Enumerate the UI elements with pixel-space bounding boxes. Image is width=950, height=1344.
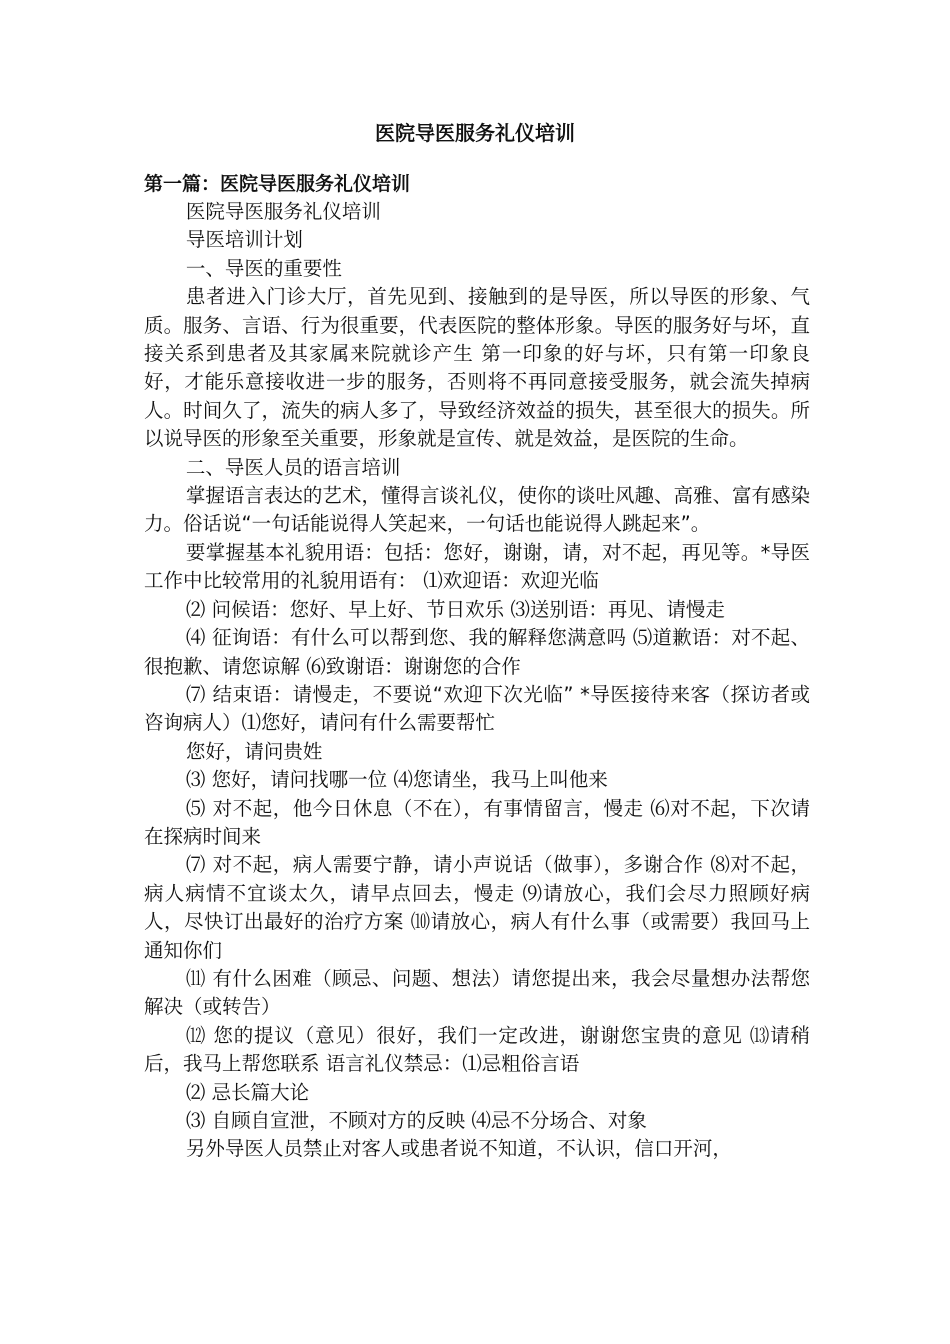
paragraph: 二、导医人员的语言培训 xyxy=(185,455,401,479)
paragraph: 医院导医服务礼仪培训 xyxy=(185,200,381,223)
document-title: 医院导医服务礼仪培训 xyxy=(375,121,575,145)
paragraph: 另外导医人员禁止对客人或患者说不知道，不认识，信口开河， xyxy=(185,1137,732,1161)
paragraph: 患者进入门诊大厅，首先见到、接触到的是导医，所以导医的形象、气质。服务、言语、行为很重要，代表医院的整体形象。导医的服务好与坏，直接关系到患者及其家属来院就诊产生 第一印象的好与坏，只有第一印象良好，才能乐意接收进一步的服务，否则将不再同意接受服务，就会流失掉病人。时间久了，流失的病人多了，导致经济效益的损失，甚至很大的损失。所以说导医的形象至关重要，形象就是宣传、就是效益，是医院的生命。 xyxy=(144,285,810,451)
paragraph: ⑺ 结束语：请慢走，不要说“欢迎下次光临” *导医接待来客（探访者或咨询病人）⑴您好，请问有什么需要帮忙 xyxy=(144,682,810,735)
document-body xyxy=(144,198,810,1164)
paragraph: ⑵ 问候语：您好、早上好、节日欢乐 ⑶送别语：再见、请慢走 xyxy=(185,597,725,621)
paragraph: ⑵ 忌长篇大论 xyxy=(185,1080,310,1104)
paragraph: ⑺ 对不起，病人需要宁静，请小声说话（做事），多谢合作 ⑻对不起，病人病情不宜谈太久，请早点回去，慢走 ⑼请放心，我们会尽力照顾好病人，尽快订出最好的治疗方案 ⑽请放心，病人有什么事（或需要）我回马上通知你们 xyxy=(144,853,810,962)
paragraph: ⑷ 征询语：有什么可以帮到您、我的解释您满意吗 ⑸道歉语：对不起、很抱歉、请您谅解 ⑹致谢语：谢谢您的合作 xyxy=(144,626,810,678)
paragraph: 掌握语言表达的艺术，懂得言谈礼仪，使你的谈吐风趣、高雅、富有感染力。俗话说“一句话能说得人笑起来，一句话也能说得人跳起来”。 xyxy=(144,484,810,536)
section-heading: 第一篇：医院导医服务礼仪培训 xyxy=(144,173,411,195)
paragraph: ⑾ 有什么困难（顾忌、问题、想法）请您提出来，我会尽量想办法帮您解决（或转告） xyxy=(144,966,810,1019)
paragraph: 导医培训计划 xyxy=(185,228,303,252)
paragraph: 要掌握基本礼貌用语：包括：您好，谢谢，请，对不起，再见等。*导医工作中比较常用的礼貌用语有： ⑴欢迎语：欢迎光临 xyxy=(144,540,810,593)
paragraph: 您好，请问贵姓 xyxy=(185,739,323,763)
paragraph: 一、导医的重要性 xyxy=(185,256,342,280)
paragraph: ⑿ 您的提议（意见）很好，我们一定改进，谢谢您宝贵的意见 ⒀请稍后，我马上帮您联系 语言礼仪禁忌：⑴忌粗俗言语 xyxy=(144,1023,810,1076)
paragraph: ⑸ 对不起，他今日休息（不在），有事情留言，慢走 ⑹对不起，下次请在探病时间来 xyxy=(144,796,810,848)
paragraph: ⑶ 自顾自宣泄，不顾对方的反映 ⑷忌不分场合、对象 xyxy=(185,1109,647,1132)
paragraph: ⑶ 您好，请问找哪一位 ⑷您请坐，我马上叫他来 xyxy=(185,768,608,792)
